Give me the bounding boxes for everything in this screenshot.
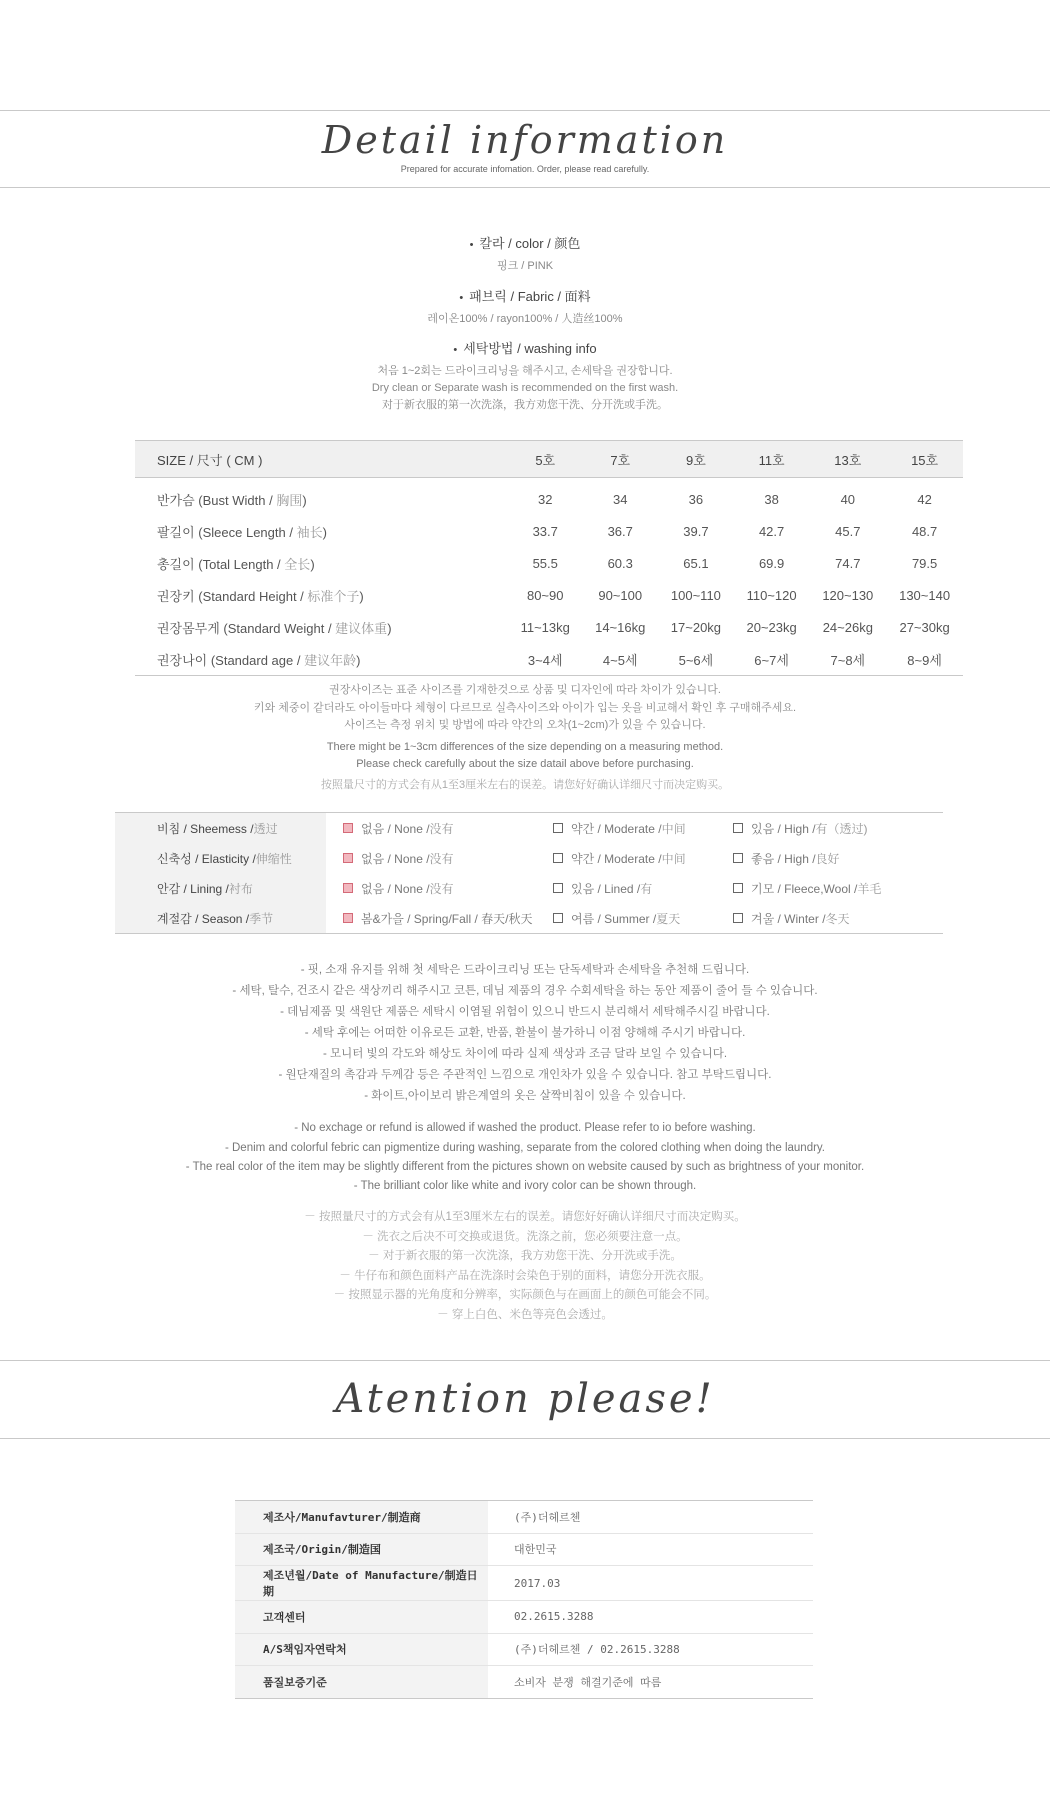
cell: 60.3 [607, 555, 633, 571]
manufacturer-info-table [235, 1500, 813, 1699]
cell: 80~90 [526, 587, 564, 603]
info-key: 제조년월/Date of Manufacture/制造日期 [235, 1566, 488, 1601]
cell: 6~7세 [734, 643, 810, 676]
fabric-properties-table [115, 812, 943, 934]
size-header-11: 11호 [734, 441, 810, 478]
row-label: 권장키 (Standard Height / 标准个子) [157, 588, 364, 604]
info-value: (주)더헤르첸 / 02.2615.3288 [488, 1633, 813, 1666]
cell: 24~26kg [822, 619, 873, 635]
cell: 100~110 [670, 587, 721, 603]
option: 봄&가을 / Spring/Fall / 春天/秋天 [343, 910, 532, 927]
washing-line-cn: 对于新衣服的第一次洗涤，我方劝您干洗、分开洗或手洗。 [382, 399, 668, 411]
care-note-ko: - 데님제품 및 색원단 제품은 세탁시 이염될 위험이 있으니 반드시 분리해서 세탁해주시길 바랍니다. [280, 1006, 770, 1018]
size-table [135, 440, 963, 676]
attention-bottom-divider [0, 1438, 1050, 1439]
care-note-cn: － 洗衣之后决不可交换或退货。洗涤之前，您必须要注意一点。 [362, 1230, 688, 1243]
care-note-cn: － 按照显示器的光角度和分辨率，实际颜色与在画面上的颜色可能会不同。 [333, 1289, 717, 1301]
cell: 7~8세 [809, 643, 886, 676]
row-label: 팔길이 (Sleece Length / 袖长) [157, 524, 327, 540]
cell: 74.7 [835, 555, 861, 571]
cell: 55.5 [532, 555, 558, 571]
property-label: 계절감 / Season / 季节 [115, 903, 326, 933]
care-note-cn: － 按照量尺寸的方式会有从1至3厘米左右的误差。请您好好确认详细尺寸而决定购买。 [304, 1211, 746, 1223]
cell: 39.7 [683, 523, 709, 539]
washing-line-en: Dry clean or Separate wash is recommended on the first wash. [371, 382, 679, 394]
size-note-en-2: Please check carefully about the size datail above before purchasing. [356, 758, 694, 770]
table-row [235, 1666, 813, 1699]
info-key: 제조국/Origin/制造国 [235, 1533, 488, 1566]
size-note-ko-1: 권장사이즈는 표준 사이즈를 기재한것으로 상품 및 디자인에 따라 차이가 있습니다. [329, 684, 721, 696]
washing-info: • 세탁방법 / washing info 처음 1~2회는 드라이크리닝을 해주시고, 손세탁을 권장합니다. Dry clean or Separate wash is recommended on the first wash. 对于新衣服的第一次洗涤，我方劝您干洗、分开洗或手洗。 [0, 338, 1050, 414]
cell: 36.7 [607, 523, 633, 539]
cell: 20~23kg [746, 619, 797, 635]
table-row [235, 1566, 813, 1601]
cell: 45.7 [835, 523, 861, 539]
checkbox-icon [733, 913, 743, 923]
info-value: 02.2615.3288 [488, 1601, 813, 1634]
info-value: 2017.03 [488, 1566, 813, 1601]
info-key: A/S책임자연락처 [235, 1633, 488, 1666]
row-label: 총길이 (Total Length / 全长) [157, 556, 315, 572]
care-note-cn: － 对于新衣服的第一次洗涤，我方劝您干洗、分开洗或手洗。 [368, 1250, 682, 1262]
detail-information-subtitle: Prepared for accurate infomation. Order, please read carefully. [400, 164, 650, 174]
top-divider [0, 110, 1050, 111]
row-label: 권장나이 (Standard age / 建议年龄) [135, 643, 508, 676]
care-note-en: - No exchage or refund is allowed if washed the product. Please refer to io before washing. [294, 1122, 756, 1134]
size-header-13: 13호 [809, 441, 886, 478]
property-row-season [115, 903, 943, 933]
option: 여름 / Summer / 夏天 [553, 910, 680, 927]
table-row [135, 515, 963, 547]
table-row [235, 1601, 813, 1634]
checkbox-icon [733, 883, 743, 893]
option: 없음 / None / 没有 [343, 820, 454, 837]
table-row [235, 1533, 813, 1566]
washing-heading: 세탁방법 / washing info [463, 341, 597, 356]
info-key: 제조사/Manufavturer/制造商 [235, 1501, 488, 1534]
cell: 69.9 [758, 555, 785, 571]
info-key: 고객센터 [235, 1601, 488, 1634]
checkbox-icon [733, 853, 743, 863]
info-key: 품질보증기준 [235, 1666, 488, 1699]
header-bottom-divider [0, 187, 1050, 188]
cell: 34 [612, 491, 628, 507]
fabric-info: • 패브릭 / Fabric / 面料 레이온100% / rayon100% / 人造丝100% [0, 286, 1050, 328]
attention-title: Atention please! [335, 1376, 715, 1422]
cell: 38 [764, 491, 779, 507]
cell: 11~13kg [520, 619, 570, 635]
cell: 42.7 [758, 523, 785, 539]
table-row [135, 579, 963, 611]
care-note-ko: - 원단재질의 촉감과 두께감 등은 주관적인 느낌으로 개인차가 있을 수 있습니다. 참고 부탁드립니다. [278, 1069, 772, 1081]
checkbox-icon [553, 823, 563, 833]
care-note-cn: － 牛仔布和颜色面料产品在洗涤时会染色于别的面料，请您分开洗衣服。 [339, 1269, 711, 1282]
detail-information-title: Detail information [321, 118, 729, 162]
care-note-en: - The real color of the item may be slightly different from the pictures shown on website caused by such as brightness of your monitor. [185, 1161, 865, 1173]
washing-line-ko: 처음 1~2회는 드라이크리닝을 해주시고, 손세탁을 권장합니다. [377, 365, 673, 377]
checked-box-icon [343, 883, 353, 893]
table-row [135, 643, 963, 676]
care-note-ko: - 세탁, 탈수, 건조시 같은 색상끼리 해주시고 코튼, 데님 제품의 경우 수회세탁을 하는 동안 제품이 줄어 들 수 있습니다. [232, 985, 818, 997]
row-label: 반가슴 (Bust Width / 胸围) [157, 492, 307, 508]
cell: 14~16kg [595, 619, 646, 635]
size-note-cn-1: 按照量尺寸的方式会有从1至3厘米左右的误差。请您好好确认详细尺寸而决定购买。 [320, 778, 730, 791]
cell: 27~30kg [899, 619, 950, 635]
option: 약간 / Moderate / 中间 [553, 850, 686, 867]
size-header-label: SIZE / 尺寸 ( CM ) [135, 441, 508, 478]
size-header-9: 9호 [658, 441, 734, 478]
option: 있음 / Lined / 有 [553, 880, 652, 897]
cell: 3~4세 [508, 643, 582, 676]
care-note-en: - Denim and colorful febric can pigmentize during washing, separate from the colored clothing when doing the laundry. [224, 1142, 826, 1154]
care-note-ko: - 모니터 빛의 각도와 해상도 차이에 따라 실제 색상과 조금 달라 보일 수 있습니다. [322, 1048, 728, 1060]
checked-box-icon [343, 823, 353, 833]
property-row-elasticity [115, 843, 943, 873]
care-note-cn: － 穿上白色、米色等亮色会透过。 [437, 1308, 613, 1321]
fabric-heading: 패브릭 / Fabric / 面料 [469, 289, 591, 304]
care-notes [0, 960, 1050, 1325]
table-row [235, 1633, 813, 1666]
option: 겨울 / Winter / 冬天 [733, 910, 850, 927]
color-heading: 칼라 / color / 颜色 [479, 236, 581, 251]
cell: 32 [538, 491, 553, 507]
cell: 130~140 [899, 587, 951, 603]
color-value: 핑크 / PINK [496, 260, 554, 272]
property-label: 비침 / Sheemess / 透过 [115, 813, 326, 843]
cell: 90~100 [598, 587, 643, 603]
cell: 110~120 [746, 587, 797, 603]
checked-box-icon [343, 913, 353, 923]
cell: 65.1 [683, 555, 709, 571]
option: 약간 / Moderate / 中间 [553, 820, 686, 837]
option: 없음 / None / 没有 [343, 850, 454, 867]
care-note-en: - The brilliant color like white and ivory color can be shown through. [353, 1180, 697, 1192]
option: 있음 / High / 有（透过) [733, 820, 868, 837]
option: 기모 / Fleece,Wool / 羊毛 [733, 880, 881, 897]
cell: 40 [840, 491, 856, 507]
attention-top-divider [0, 1360, 1050, 1361]
info-value: 소비자 분쟁 해결기준에 따름 [488, 1666, 813, 1699]
size-note-ko-2: 키와 체중이 같더라도 아이들마다 체형이 다르므로 실측사이즈와 아이가 입는 옷을 비교해서 확인 후 구매해주세요. [253, 701, 797, 714]
table-row [235, 1501, 813, 1534]
checkbox-icon [553, 883, 563, 893]
cell: 4~5세 [582, 643, 658, 676]
care-note-ko: - 화이트,아이보리 밝은계열의 옷은 살짝비침이 있을 수 있습니다. [364, 1090, 686, 1102]
table-row [135, 611, 963, 643]
checkbox-icon [553, 853, 563, 863]
size-note-ko-3: 사이즈는 측정 위치 및 방법에 따라 약간의 오차(1~2cm)가 있을 수 있습니다. [344, 719, 706, 731]
checkbox-icon [553, 913, 563, 923]
info-value: (주)더헤르첸 [488, 1501, 813, 1534]
size-header-15: 15호 [886, 441, 963, 478]
cell: 5~6세 [658, 643, 734, 676]
checkbox-icon [733, 823, 743, 833]
table-row [135, 478, 963, 516]
size-header-7: 7호 [582, 441, 658, 478]
row-label: 권장몸무게 (Standard Weight / 建议体重) [157, 620, 392, 636]
size-notes [0, 682, 1050, 794]
size-note-en-1: There might be 1~3cm differences of the size depending on a measuring method. [326, 740, 724, 753]
size-header-5: 5호 [508, 441, 582, 478]
cell: 79.5 [911, 555, 938, 571]
size-table-header [135, 441, 963, 478]
property-row-sheerness [115, 813, 943, 843]
cell: 17~20kg [670, 619, 722, 635]
cell: 42 [917, 491, 932, 507]
cell: 120~130 [822, 587, 874, 603]
property-row-lining [115, 873, 943, 903]
option: 없음 / None / 没有 [343, 880, 454, 897]
property-label: 안감 / Lining / 衬布 [115, 873, 326, 903]
cell: 48.7 [911, 523, 938, 539]
cell: 8~9세 [886, 643, 963, 676]
cell: 36 [688, 491, 704, 507]
cell: 33.7 [532, 523, 558, 539]
info-value: 대한민국 [488, 1533, 813, 1566]
care-note-ko: - 세탁 후에는 어떠한 이유로든 교환, 반품, 환불이 불가하니 이점 양해해 주시기 바랍니다. [304, 1027, 746, 1039]
checked-box-icon [343, 853, 353, 863]
color-info: • 칼라 / color / 颜色 핑크 / PINK [0, 233, 1050, 275]
option: 좋음 / High / 良好 [733, 850, 840, 867]
property-label: 신축성 / Elasticity / 伸缩性 [115, 843, 326, 873]
fabric-value: 레이온100% / rayon100% / 人造丝100% [427, 313, 623, 325]
table-row [135, 547, 963, 579]
care-note-ko: - 핏, 소재 유지를 위해 첫 세탁은 드라이크리닝 또는 단독세탁과 손세탁을 추천해 드립니다. [300, 964, 750, 976]
